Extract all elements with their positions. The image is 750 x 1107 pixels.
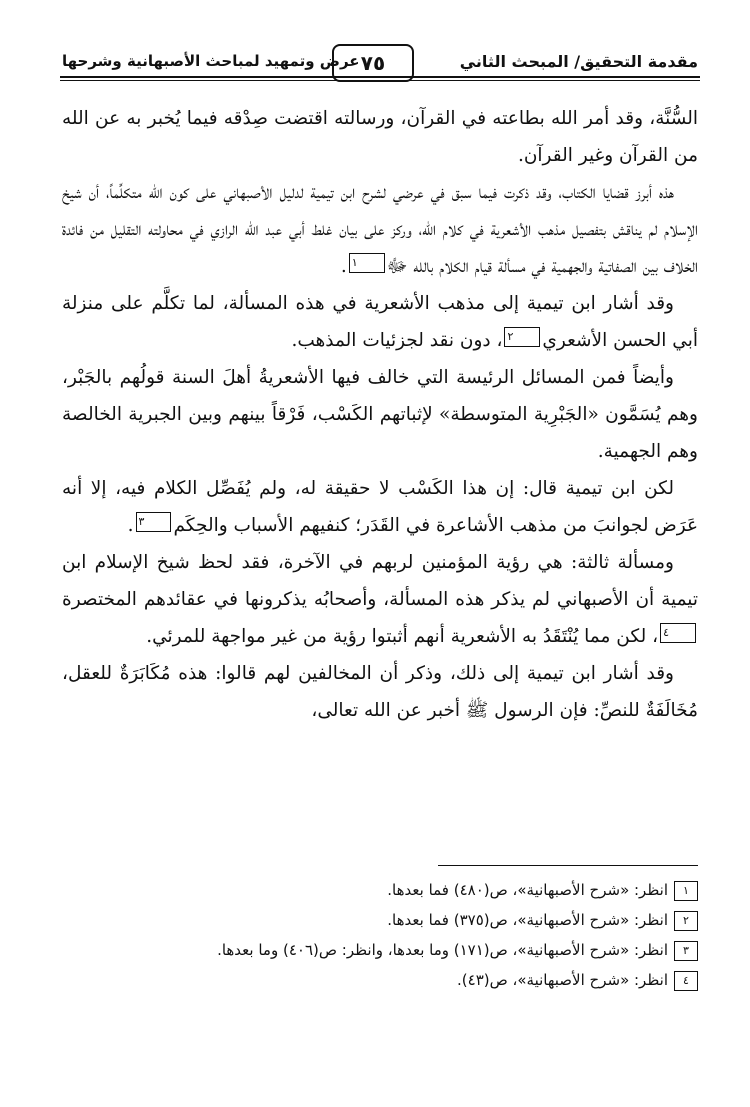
paragraph-text: ، دون نقد لجزئيات المذهب. — [291, 330, 503, 351]
footnote-text: انظر: «شرح الأصبهانية»، ص(٣٧٥) فما بعدها. — [387, 911, 668, 929]
footnote — [62, 935, 698, 965]
paragraph — [62, 285, 698, 359]
paragraph-text: ومسألة ثالثة: هي رؤية المؤمنين لربهم في الآخرة، فقد لحظ شيخ الإسلام ابن تيمية أن الأصبهاني لم يذكر هذه المسألة، وأصحابُه يذكرونها في عقائدهم المختصرة — [62, 552, 698, 610]
paragraph-text: وقد أشار ابن تيمية إلى مذهب الأشعرية في هذه المسألة، لما تكلَّم على منزلة أبي الحسن الأشعري — [62, 293, 698, 351]
footnote-number: ٢ — [674, 911, 698, 931]
footnote-ref: ٣ — [136, 512, 172, 532]
running-header — [60, 40, 700, 100]
page-number: ٧٥ — [332, 44, 414, 82]
paragraph-text: هذه أبرز قضايا الكتاب، وقد ذكرت فيما سبق في عرضي لشرح ابن تيمية لدليل الأصبهاني على كون الله متكلِّماً، أن شيخ الإسلام لم يناقش بتفصيل مذهب الأشعرية في كلام الله، وركز على بيان غلط أبي عبد الله الرازي في محاولته التقليل من فائدة الخلاف بين الصفاتية والجهمية في مسألة قيام الكلام بالله ﷻ — [62, 182, 698, 277]
paragraph — [62, 655, 698, 729]
footnote-text: انظر: «شرح الأصبهانية»، ص(٤٨٠) فما بعدها. — [387, 881, 668, 899]
paragraph — [62, 359, 698, 470]
footnote — [62, 875, 698, 905]
footnote-ref: ١ — [349, 253, 385, 273]
footnote-separator — [438, 865, 698, 866]
main-text — [62, 100, 698, 729]
footnote-ref: ٢ — [504, 327, 540, 347]
paragraph-text: . — [127, 515, 134, 536]
paragraph — [62, 100, 698, 174]
paragraph-text: لكن ابن تيمية قال: إن هذا الكَسْب لا حقيقة له، ولم يُفَصِّل الكلام فيه، إلا أنه عَرَض لجوانبَ من مذهب الأشاعرة في القَدَر؛ كنفيهم الأسباب والحِكَم — [62, 478, 698, 536]
footnote — [62, 905, 698, 935]
footnote-text: انظر: «شرح الأصبهانية»، ص(٤٣). — [457, 971, 668, 989]
paragraph-text: ، لكن مما يُنْتَقَدُ به الأشعرية أنهم أثبتوا رؤية من غير مواجهة للمرئي. — [146, 626, 659, 647]
footnote-text: انظر: «شرح الأصبهانية»، ص(١٧١) وما بعدها، وانظر: ص(٤٠٦) وما بعدها. — [217, 941, 668, 959]
footnote-ref: ٤ — [660, 623, 696, 643]
book-title: عرض وتمهيد لمباحث الأصبهانية وشرحها — [62, 52, 360, 70]
footnote — [62, 965, 698, 995]
paragraph-text: السُّنَّة، وقد أمر الله بطاعته في القرآن، ورسالته اقتضت صِدْقه فيما يُخبر به عن الله من القرآن وغير القرآن. — [62, 108, 698, 166]
paragraph-text: وأيضاً فمن المسائل الرئيسة التي خالف فيها الأشعريةُ أهلَ السنة قولُهم بالجَبْر، وهم يُسَمَّون «الجَبْرِية المتوسطة» لإثباتهم الكَسْب، فَرْقاً بينهم وبين الجبرية الخالصة وهم الجهمية. — [62, 367, 698, 462]
paragraph — [62, 174, 698, 285]
footnote-number: ٣ — [674, 941, 698, 961]
paragraph-text: . — [340, 256, 347, 277]
footnotes — [62, 875, 698, 995]
paragraph-text: وقد أشار ابن تيمية إلى ذلك، وذكر أن المخالفين لهم قالوا: هذه مُكَابَرَةٌ للعقل، مُخَالَفَةٌ للنصِّ: فإن الرسول ﷺ أخبر عن الله تعالى، — [62, 663, 698, 721]
header-rule-thin — [60, 80, 700, 81]
footnote-number: ٤ — [674, 971, 698, 991]
paragraph — [62, 470, 698, 544]
header-rule — [60, 76, 700, 78]
paragraph — [62, 544, 698, 655]
footnote-number: ١ — [674, 881, 698, 901]
section-title: مقدمة التحقيق/ المبحث الثاني — [459, 52, 698, 71]
